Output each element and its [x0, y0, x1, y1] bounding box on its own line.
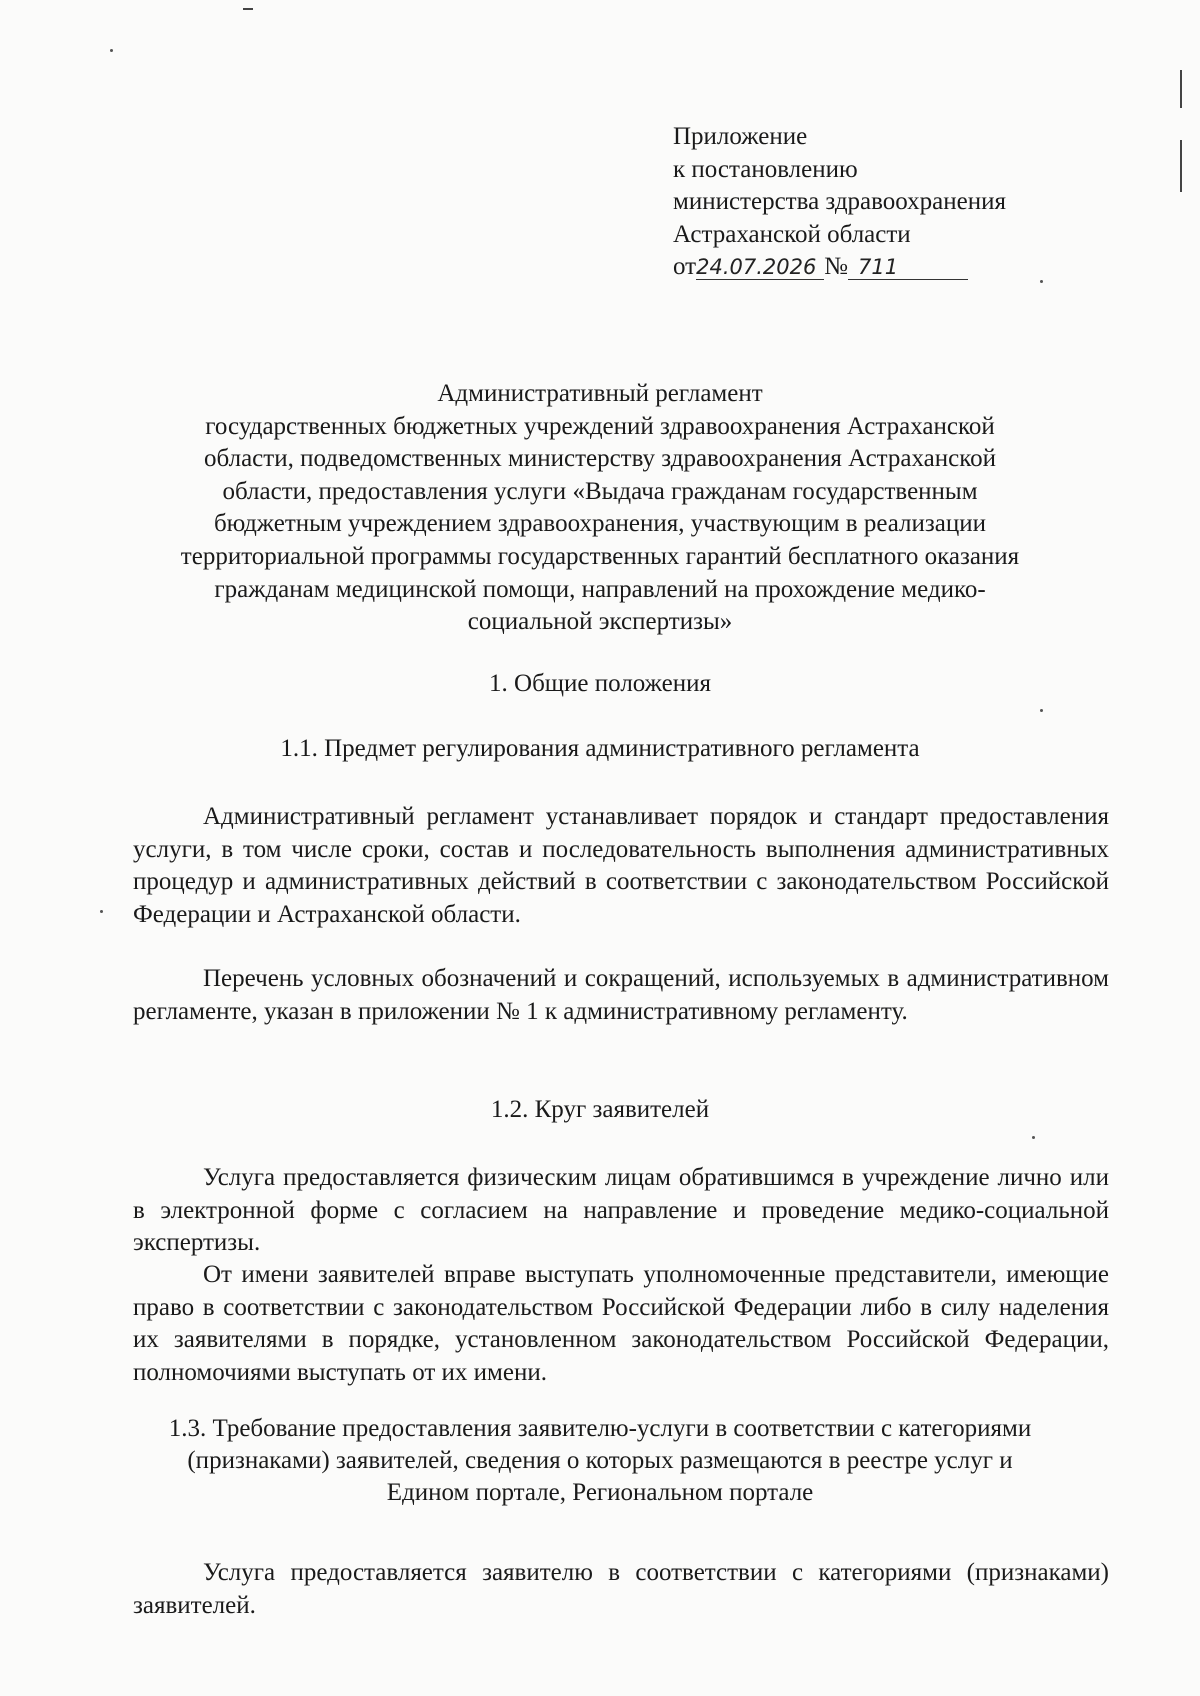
scan-speck — [110, 49, 113, 52]
title-line: социальной экспертизы» — [467, 608, 733, 636]
annex-date-line — [673, 251, 1093, 284]
scan-margin-line — [1180, 70, 1182, 108]
scan-margin-line — [1180, 140, 1182, 192]
title-line: гражданам медицинской помощи, направлений на прохождение медико- — [214, 575, 986, 603]
handwritten-number: 711 — [848, 255, 968, 280]
title-line: государственных бюджетных учреждений здравоохранения Астраханской — [205, 412, 995, 440]
scan-speck — [1032, 1136, 1035, 1139]
number-sign: № — [824, 253, 848, 280]
title-line: области, предоставления услуги «Выдача гражданам государственным — [222, 477, 978, 505]
heading-line: Едином портале, Региональном портале — [386, 1479, 814, 1506]
paragraph-1-1-a: Административный регламент устанавливает порядок и стандарт предоставления услуги, в том числе сроки, состав и последовательность выполнения административных процедур и административных действий в соответствии с законодательством Российской Федерации и Астраханской области. — [133, 803, 1109, 928]
date-prefix: от — [673, 253, 697, 280]
heading-line: 1.3. Требование предоставления заявителю-услуги в соответствии с категориями — [168, 1415, 1032, 1442]
scan-speck — [100, 910, 103, 913]
subsection-heading-1-3 — [100, 1413, 1100, 1509]
subsection-heading-1-1: 1.1. Предмет регулирования административного регламента — [280, 735, 920, 762]
handwritten-date: 24.07.2026 — [696, 255, 824, 280]
annex-line: Приложение — [673, 123, 808, 150]
paragraph-1-1-b: Перечень условных обозначений и сокращений, используемых в административном регламенте, указан в приложении № 1 к административному регламенту. — [133, 965, 1109, 1025]
paragraph-1-3-a: Услуга предоставляется заявителю в соответствии с категориями (признаками) заявителей. — [133, 1559, 1109, 1619]
scan-speck — [243, 8, 253, 10]
paragraph-1-2-a: Услуга предоставляется физическим лицам обратившимся в учреждение лично или в электронной форме с согласием на направление и проведение медико-социальной экспертизы. — [133, 1164, 1109, 1256]
annex-block — [673, 121, 1093, 284]
scan-speck — [1040, 709, 1043, 712]
title-line: области, подведомственных министерству здравоохранения Астраханской — [204, 445, 996, 473]
annex-line: министерства здравоохранения — [673, 188, 1006, 215]
section-heading-1: 1. Общие положения — [489, 670, 711, 697]
subsection-heading-1-2: 1.2. Круг заявителей — [490, 1096, 710, 1123]
annex-line: Астраханской области — [673, 220, 911, 248]
document-title — [100, 378, 1100, 639]
title-line: бюджетным учреждением здравоохранения, участвующим в реализации — [213, 510, 987, 538]
title-line: территориальной программы государственных гарантий бесплатного оказания — [180, 542, 1020, 570]
heading-line: (признаками) заявителей, сведения о которых размещаются в реестре услуг и — [187, 1447, 1013, 1474]
annex-line: к постановлению — [673, 155, 858, 183]
title-line: Административный регламент — [437, 380, 763, 407]
paragraph-1-2-b: От имени заявителей вправе выступать уполномоченные представители, имеющие право в соответствии с законодательством Российской Федерации либо в силу наделения их заявителями в порядке, установленном законодательством Российской Федерации, полномочиями выступать от их имени. — [133, 1261, 1109, 1386]
